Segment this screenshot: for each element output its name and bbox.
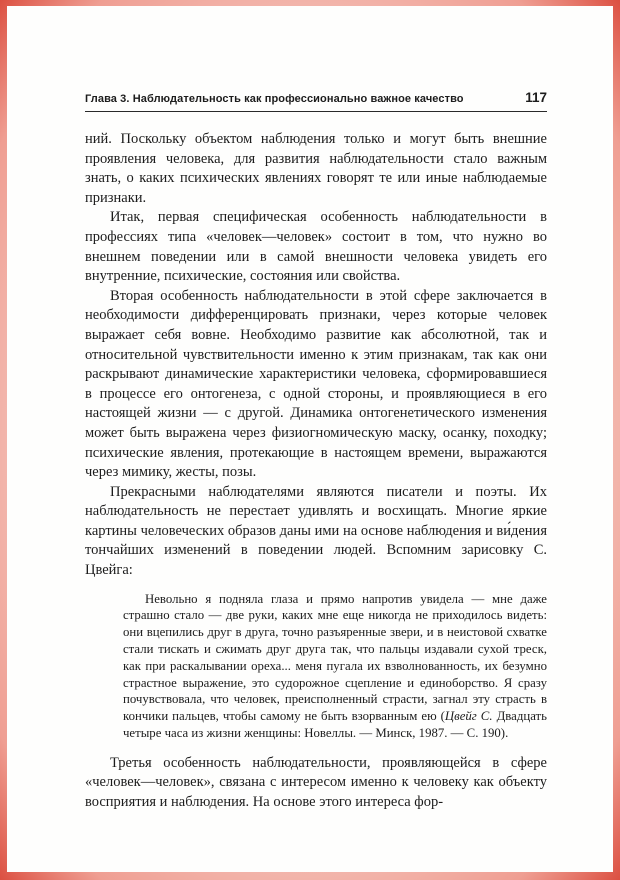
header-rule: [85, 111, 547, 112]
quote-citation-author: Цвейг С.: [444, 709, 493, 724]
quote-text: Невольно я подняла глаза и прямо напротив увидела — мне даже страшно стало — две руки, каких мне еще никогда не приходилось видеть: они вцепились друг в друга, точно разъяренные звери, и в неистовой схватке стали тискать и сжимать друг друга так, что пальцы издавали сухой треск, как при раскалывании ореха... меня пугала их взволнованность, их безумно страстное выражение, это судорожное сцепление и единоборство. Я сразу почувствовала, что человек, преисполненный страсти, загнал эту страсть в кончики пальцев, чтобы самому не быть взорванным ею (: [123, 591, 547, 724]
paragraph-first-feature: Итак, первая специфическая особенность наблюдательности в профессиях типа «человек—человек» состоит в том, что нужно во внешнем поведении или в самой внешности человека увидеть его внутренние, психические, состояния или свойства.: [85, 209, 547, 285]
running-header: [85, 90, 547, 105]
page-content-area: [7, 6, 613, 872]
quote-citation-rest: Двадцать четыре часа из жизни женщины: Новеллы. — Минск, 1987. — С. 190).: [123, 709, 547, 741]
paragraph-continuation: ний. Поскольку объектом наблюдения только и могут быть внешние проявления человека, для развития наблюдательности стало важным знать, о каких психических явлениях говорят те или иные наблюдаемые признаки.: [85, 131, 547, 206]
block-quote: [123, 591, 547, 742]
chapter-title: Глава 3. Наблюдательность как профессионально важное качество: [85, 93, 464, 105]
paragraph-writers-observers: Прекрасными наблюдателями являются писатели и поэты. Их наблюдательность не перестает удивлять и восхищать. Многие яркие картины человеческих образов даны ими на основе наблюдения и ви́дения тончайших изменений в поведении людей. Вспомним зарисовку С. Цвейга:: [85, 483, 547, 579]
paragraph-third-feature: Третья особенность наблюдательности, проявляющейся в сфере «человек—человек», связана с интересом именно к человеку как объекту восприятия и наблюдения. На основе этого интереса фор-: [85, 754, 547, 811]
page-number: 117: [525, 90, 547, 105]
body-text: [85, 130, 547, 813]
paragraph-second-feature: Вторая особенность наблюдательности в этой сфере заключается в необходимости дифференцировать признаки, через которые человек выражает себя вовне. Необходимо развитие как абсолютной, так и относительной чувствительности именно к этим признакам, так как они раскрывают динамические характеристики человека, сформировавшиеся в процессе его онтогенеза, с одной стороны, и проявляющиеся в его настоящей жизни — с другой. Динамика онтогенетического изменения может быть выражена через физиогномическую маску, осанку, походку; психические явления, протекающие в настоящем времени, выражаются через мимику, жесты, позы.: [85, 287, 547, 481]
